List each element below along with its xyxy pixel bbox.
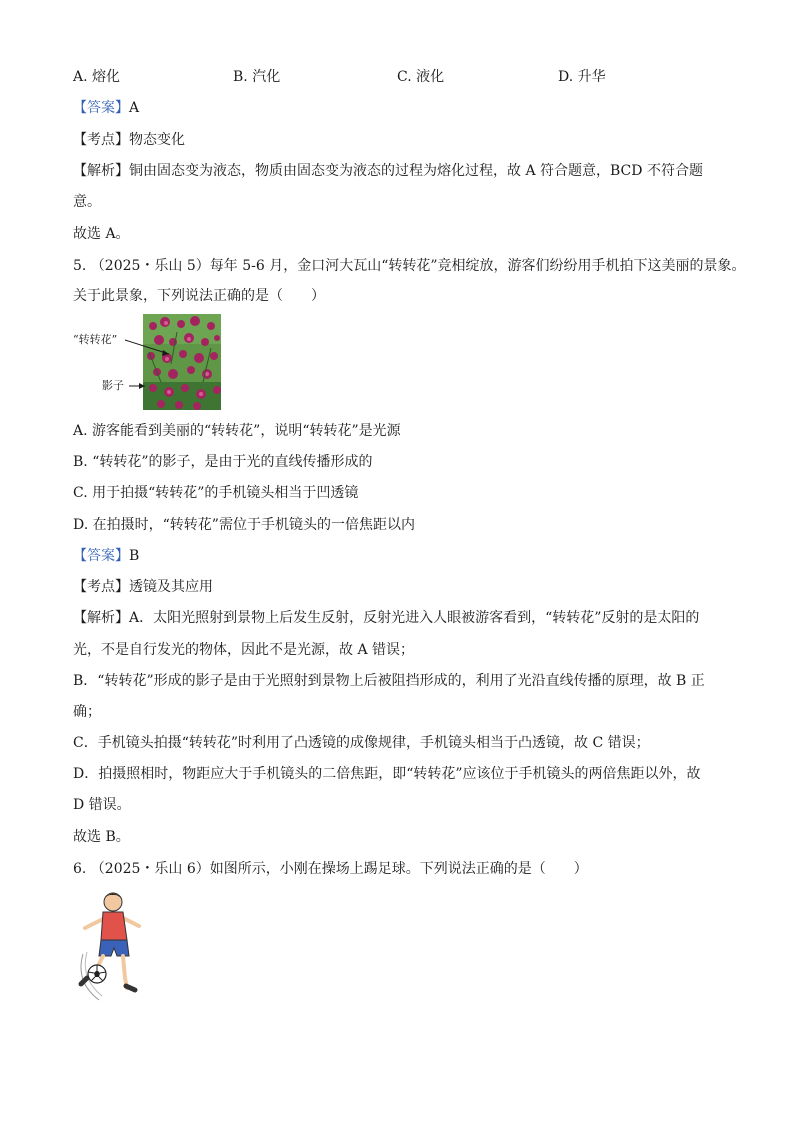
q4-analysis-line-2: 意。 xyxy=(73,194,101,210)
topic-tag: 【考点】 xyxy=(73,132,129,148)
topic-value: 物态变化 xyxy=(129,132,185,148)
q6-figure xyxy=(73,882,163,1007)
analysis-text: A．太阳光照射到景物上后发生反射，反射光进入人眼被游客看到，“转转花”反射的是太阳的 xyxy=(129,610,700,626)
q5-option-a: A. 游客能看到美丽的“转转花”，说明“转转花”是光源 xyxy=(73,423,401,439)
q4-answer xyxy=(73,99,139,117)
q5-option-d: D. 在拍摄时，“转转花”需位于手机镜头的一倍焦距以内 xyxy=(73,517,415,533)
q5-analysis-line-1 xyxy=(73,609,699,627)
q5-analysis-line-6: D．拍摄照相时，物距应大于手机镜头的二倍焦距，即“转转花”应该位于手机镜头的两倍焦距以外，故 xyxy=(73,766,701,782)
answer-tag: 【答案】 xyxy=(73,100,129,116)
analysis-tag: 【解析】 xyxy=(73,163,129,179)
analysis-tag: 【解析】 xyxy=(73,610,129,626)
q5-stem-line-2: 关于此景象，下列说法正确的是（ ） xyxy=(73,288,325,304)
q5-analysis-line-5: C．手机镜头拍摄“转转花”时利用了凸透镜的成像规律，手机镜头相当于凸透镜，故 C 错误； xyxy=(73,735,650,751)
topic-value: 透镜及其应用 xyxy=(129,579,213,595)
answer-value: A xyxy=(129,100,140,116)
q5-analysis-line-3: B．“转转花”形成的影子是由于光照射到景物上后被阻挡形成的，利用了光沿直线传播的原理，故 B 正 xyxy=(73,673,705,689)
soccer-ball-icon xyxy=(88,965,106,983)
q4-topic xyxy=(73,131,185,149)
q5-stem-line-1: 5. （2025・乐山 5）每年 5-6 月，金口河大瓦山“转转花”竞相绽放，游客们纷纷用手机拍下这美丽的景象。 xyxy=(73,258,746,274)
q6-stem: 6. （2025・乐山 6）如图所示，小刚在操场上踢足球。下列说法正确的是（ ） xyxy=(73,861,588,877)
q4-conclusion: 故选 A。 xyxy=(73,226,130,242)
q5-option-c: C. 用于拍摄“转转花”的手机镜头相当于凹透镜 xyxy=(73,485,359,501)
q5-answer xyxy=(73,547,139,565)
q4-option-b: B. 汽化 xyxy=(233,69,281,85)
answer-tag: 【答案】 xyxy=(73,548,129,564)
q5-topic xyxy=(73,578,213,596)
q5-figure xyxy=(73,312,233,412)
q5-analysis-line-4: 确； xyxy=(73,704,101,720)
boy-kicking-ball-illustration xyxy=(73,882,163,1007)
q4-option-a: A. 熔化 xyxy=(73,69,121,85)
figure-label-shadow: 影子 xyxy=(102,379,124,392)
q5-analysis-line-7: D 错误。 xyxy=(73,797,131,813)
q4-option-d: D. 升华 xyxy=(558,69,606,85)
q5-option-b: B. “转转花”的影子，是由于光的直线传播形成的 xyxy=(73,454,373,470)
figure-label-flower: “转转花” xyxy=(73,333,118,346)
q4-analysis-line-1 xyxy=(73,162,703,180)
flower-photo xyxy=(73,312,233,412)
answer-value: B xyxy=(129,548,140,564)
topic-tag: 【考点】 xyxy=(73,579,129,595)
q5-conclusion: 故选 B。 xyxy=(73,829,130,845)
q5-analysis-line-2: 光，不是自行发光的物体，因此不是光源，故 A 错误； xyxy=(73,642,415,658)
analysis-text: 铜由固态变为液态，物质由固态变为液态的过程为熔化过程，故 A 符合题意，BCD 不符合题 xyxy=(129,163,703,179)
q4-option-c: C. 液化 xyxy=(397,69,445,85)
